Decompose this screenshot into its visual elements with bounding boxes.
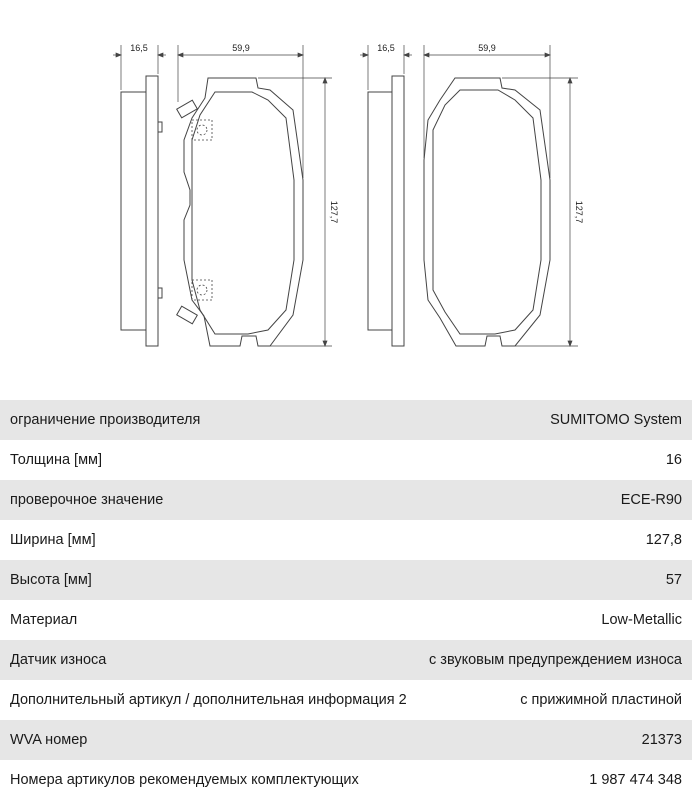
spec-value: с прижимной пластиной bbox=[520, 692, 682, 708]
spec-label: Толщина [мм] bbox=[10, 452, 103, 468]
spec-value: SUMITOMO System bbox=[550, 412, 682, 428]
spec-row bbox=[0, 760, 692, 800]
right-height-label: 127,7 bbox=[574, 200, 584, 224]
spec-label: Ширина [мм] bbox=[10, 532, 96, 548]
left-side-profile bbox=[121, 76, 162, 346]
right-thickness-label: 16,5 bbox=[377, 43, 395, 53]
right-width-label: 59,9 bbox=[478, 43, 496, 53]
spec-row bbox=[0, 440, 692, 480]
spec-label: Номера артикулов рекомендуемых комплектующих bbox=[10, 772, 359, 788]
spec-label: ограничение производителя bbox=[10, 412, 201, 428]
right-width-dimension bbox=[424, 45, 550, 178]
left-height-label: 127,7 bbox=[329, 200, 339, 224]
spec-row bbox=[0, 600, 692, 640]
left-width-label: 59,9 bbox=[232, 43, 250, 53]
spec-value: Low-Metallic bbox=[601, 612, 682, 628]
specifications-table bbox=[0, 400, 692, 800]
spec-label: проверочное значение bbox=[10, 492, 164, 508]
right-side-profile bbox=[368, 76, 404, 346]
spec-value: 57 bbox=[665, 572, 682, 588]
spec-row bbox=[0, 720, 692, 760]
spec-row bbox=[0, 680, 692, 720]
spec-label: Высота [мм] bbox=[10, 572, 92, 588]
spec-label: Дополнительный артикул / дополнительная информация 2 bbox=[10, 692, 407, 708]
spec-row bbox=[0, 480, 692, 520]
spec-label: Материал bbox=[10, 612, 78, 628]
spec-row bbox=[0, 640, 692, 680]
spec-row bbox=[0, 400, 692, 440]
spec-value: 127,8 bbox=[645, 532, 682, 548]
right-pad-outline bbox=[424, 78, 550, 346]
spec-value: 1 987 474 348 bbox=[589, 772, 682, 788]
spec-row bbox=[0, 560, 692, 600]
spec-label: Датчик износа bbox=[10, 652, 107, 668]
left-pad-outline bbox=[177, 78, 303, 346]
right-height-dimension bbox=[502, 78, 578, 346]
left-wear-indicators bbox=[192, 120, 212, 300]
left-thickness-label: 16,5 bbox=[130, 43, 148, 53]
spec-value: 21373 bbox=[641, 732, 682, 748]
spec-value: с звуковым предупреждением износа bbox=[429, 652, 682, 668]
spec-row bbox=[0, 520, 692, 560]
spec-value: ECE-R90 bbox=[620, 492, 682, 508]
spec-value: 16 bbox=[665, 452, 682, 468]
spec-label: WVA номер bbox=[10, 732, 88, 748]
